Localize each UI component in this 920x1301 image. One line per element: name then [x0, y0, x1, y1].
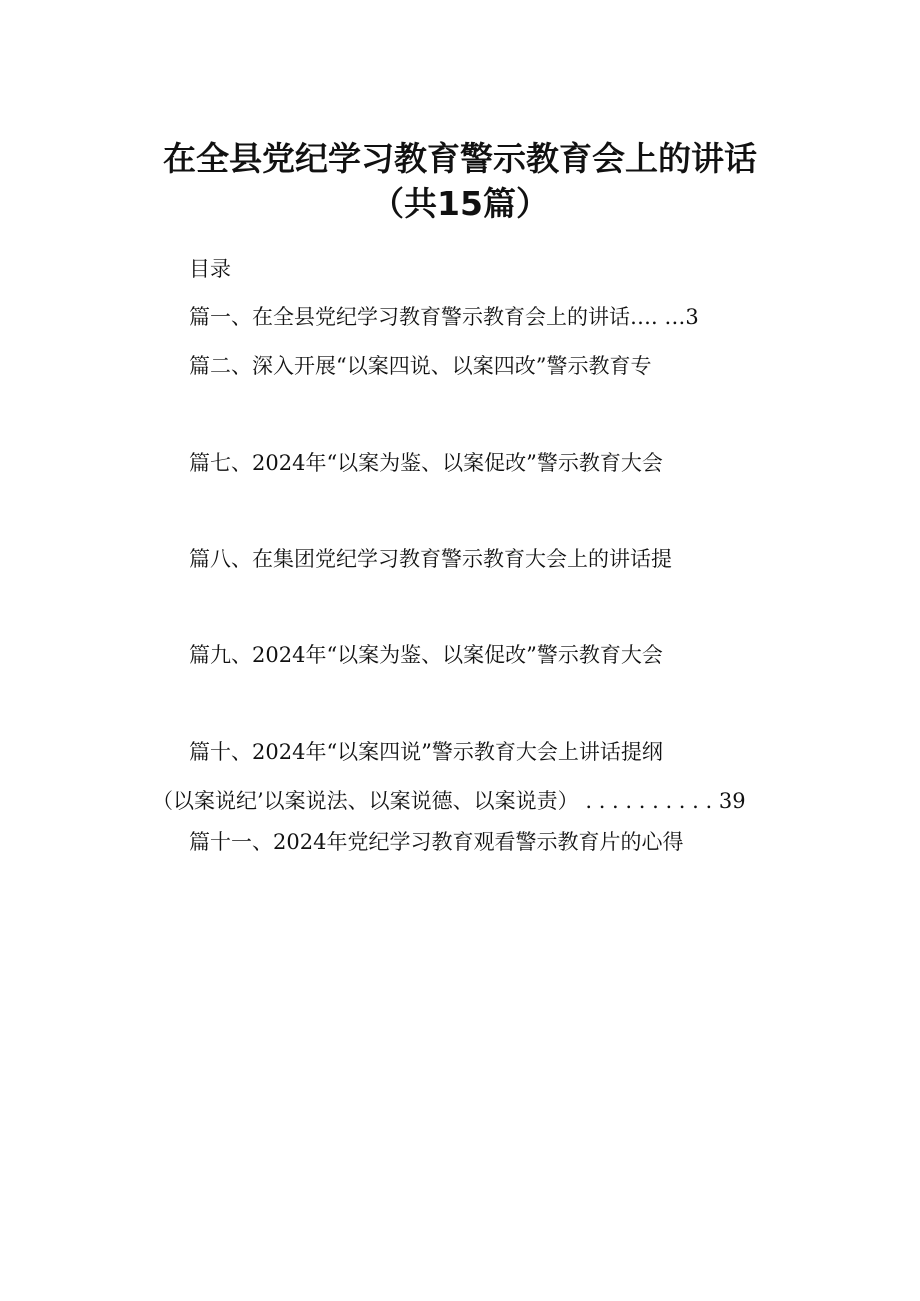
- document-title: 在全县党纪学习教育警示教育会上的讲话: [163, 139, 757, 178]
- toc-entry: 篇十一、2024年党纪学习教育观看警示教育片的心得: [189, 830, 684, 854]
- toc-heading: 目录: [189, 257, 231, 281]
- toc-entry: 篇一、在全县党纪学习教育警示教育会上的讲话…. …3: [189, 305, 699, 329]
- toc-entry: 篇九、2024年“以案为鉴、以案促改”警示教育大会: [189, 643, 663, 667]
- toc-entry: 篇七、2024年“以案为鉴、以案促改”警示教育大会: [189, 451, 663, 475]
- toc-entry-continuation: （以案说纪’以案说法、以案说德、以案说责） . . . . . . . . . . 39: [152, 789, 746, 813]
- toc-entry: 篇八、在集团党纪学习教育警示教育大会上的讲话提: [189, 547, 672, 571]
- toc-entry: 篇十、2024年“以案四说”警示教育大会上讲话提纲: [189, 740, 663, 764]
- toc-entry: 篇二、深入开展“以案四说、以案四改”警示教育专: [189, 354, 652, 378]
- document-subtitle: （共15篇）: [371, 184, 549, 223]
